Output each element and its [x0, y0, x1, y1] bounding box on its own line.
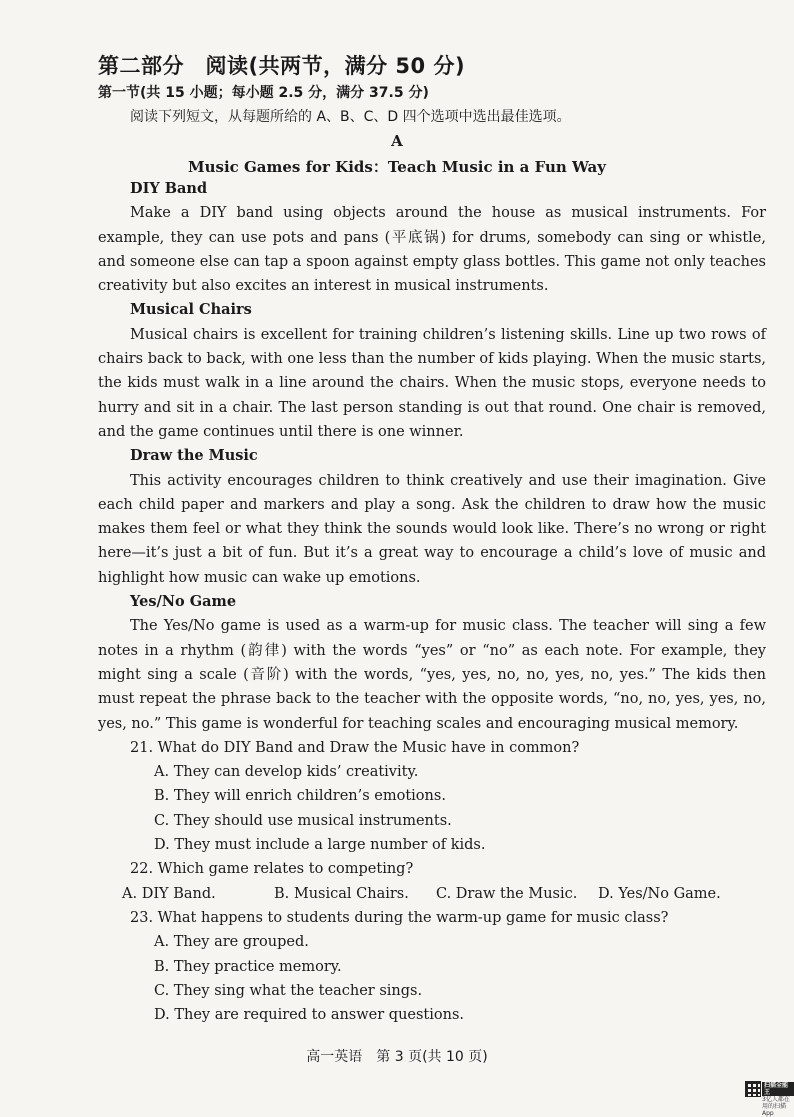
section-heading-diy-band: DIY Band [130, 180, 208, 197]
option-b: B. They will enrich children’s emotions. [154, 788, 446, 805]
option-c: C. Draw the Music. [436, 885, 578, 902]
option-d: D. They are required to answer questions. [154, 1007, 465, 1024]
question-21 [98, 736, 766, 857]
option-a: A. They are grouped. [154, 934, 309, 951]
section-heading-draw-the-music: Draw the Music [130, 447, 258, 465]
question-23 [98, 906, 766, 1027]
option-a: A. They can develop kids’ creativity. [154, 764, 419, 781]
section-text-yes-no-game: The Yes/No game is used as a warm-up for music class. The teacher will sing a few notes in a rhythm (韵律) with the words “yes” or “no” as each note. For example, they might sing a scale (音阶) with the words, “yes, yes, no, no, yes, no, yes.” The kids then must repeat the phrase back to the teacher with the opposite words, “no, no, yes, yes, no, yes, no.” This game is wonderful for teaching scales and encouraging musical memory. [98, 618, 766, 732]
section-title: 第二部分 阅读(共两节，满分 50 分) [98, 54, 466, 78]
option-d: D. Yes/No Game. [598, 885, 721, 902]
passage-title: Music Games for Kids：Teach Music in a Fun Way [187, 158, 606, 176]
section-text-musical-chairs: Musical chairs is excellent for training children’s listening skills. Line up two rows of chairs back to back, with one less than the number of kids playing. When the music starts, the kids must walk in a line around the chairs. When the music stops, everyone needs to hurry and sit in a chair. The last person standing is out that round. One chair is removed, and the game continues until there is one winner. [98, 326, 766, 440]
question-list [98, 736, 766, 1028]
scanner-subtext: 3亿人都在用的扫描App [762, 1096, 790, 1117]
passage-body [98, 177, 766, 1028]
section-heading-yes-no-game: Yes/No Game [130, 593, 237, 611]
subsection-title: 第一节(共 15 小题；每小题 2.5 分，满分 37.5 分) [98, 85, 429, 101]
question-stem: 21. What do DIY Band and Draw the Music have in common? [130, 739, 580, 756]
option-b: B. They practice memory. [154, 958, 342, 975]
question-22 [98, 857, 766, 906]
section-text-diy-band: Make a DIY band using objects around the house as musical instruments. For example, they can use pots and pans (平底锅) for drums, somebody can sing or whistle, and someone else can tap a spoon against empty glass bottles. This game not only teaches creativity but also excites an interest in musical instruments. [98, 205, 766, 295]
scanner-badge: 扫描全能王 [762, 1082, 794, 1096]
option-a: A. DIY Band. [122, 885, 216, 902]
option-b: B. Musical Chairs. [274, 885, 409, 902]
section-text-draw-the-music: This activity encourages children to think creatively and use their imagination. Give each child paper and markers and play a song. Ask the children to draw how the music makes them feel or what they think the sounds would look like. There’s no wrong or right here—it’s just a bit of fun. But it’s a great way to encourage a child’s love of music and highlight how music can wake up emotions. [98, 472, 766, 586]
option-c: C. They should use musical instruments. [154, 812, 452, 829]
question-stem: 23. What happens to students during the warm-up game for music class? [130, 910, 669, 927]
qr-code-icon [745, 1081, 761, 1097]
section-heading-musical-chairs: Musical Chairs [130, 301, 252, 319]
instruction-text: 阅读下列短文，从每题所给的 A、B、C、D 四个选项中选出最佳选项。 [130, 109, 571, 125]
passage-label: A [391, 132, 403, 150]
option-c: C. They sing what the teacher sings. [154, 983, 423, 999]
option-row [98, 882, 766, 907]
question-stem: 22. Which game relates to competing? [130, 861, 414, 878]
option-d: D. They must include a large number of kids. [154, 837, 486, 854]
page-footer: 高一英语 第 3 页(共 10 页) [306, 1049, 488, 1065]
